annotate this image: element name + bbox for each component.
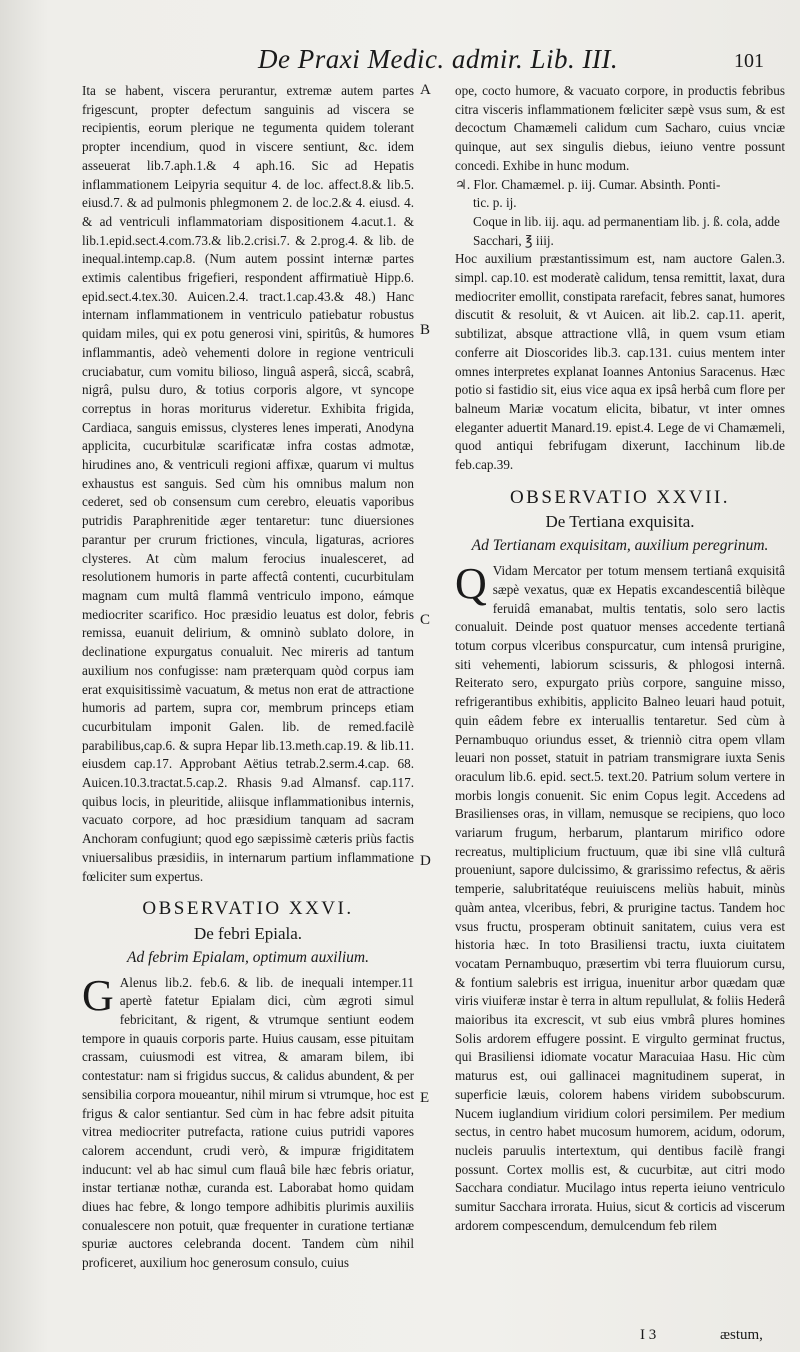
left-column	[82, 82, 414, 1273]
page-number: 101	[734, 50, 764, 72]
recipe-line-1: ♃. Flor. Chamæmel. p. iij. Cumar. Absinth. Ponti-	[455, 176, 721, 192]
drop-cap: G	[82, 970, 114, 1020]
page-footer	[640, 1327, 780, 1344]
recipe-line-3: Coque in lib. iij. aqu. ad permanentiam lib. j. ß. cola, adde	[473, 213, 780, 229]
observation-27-subtitle: De Tertiana exquisita.	[545, 512, 695, 532]
observation-26-title: OBSERVATIO XXVI.	[142, 898, 354, 920]
left-paragraph-1: Ita se habent, viscera perurantur, extremæ autem partes frigescunt, propter defectum sanguinis ad viscera se recipientis, eorum plerique ne tegumenta quidem tolerant propter incendium, quod in viscere sentiunt, &c. idem asseuerat lib.7.aph.1.& 4 aph.16. Sic ad Hepatis inflammationem Leipyria sequitur 4. de loc. affect.8.& lib.5. eiusd.7. & ad pulmonis phlegmonem 2. de loc.2.& 4. eiusd. 4. & ad ventriculi inflammatoriam dispositionem 4.acut.1. & lib.1.epid.sect.4.com.73.& lib.2.crisi.7. & 2.prog.4. & lib. de inequal.intemp.cap.8. (Num autem possint internæ partes extimis calentibus frigefieri, respondent affirmatiuè Hipp.6. epid.sect.4.tex.30. Auicen.2.4. tract.1.cap.43.& 48.) Hanc internam inflammationem in ventriculo patiebatur robustus quidam miles, qui ex potu generosi vini, spiritûs, & humores inflammantis, adeò vehementi dolore in regione ventriculi cruciabatur, cum vomitu bilioso, linguâ asperâ, siccâ, scabrâ, nigrâ, pulsu duro, & totius corporis algore, vt syncope correptus in horas moriturus videretur. Exhibita frigida, Cardiaca, sanguis emissus, clysteres lenes imperati, Anodyna applicita, cucurbitulæ scarificatæ infra costas admotæ, hirudines ano, & ventriculi regioni affixæ, quarum vi multus exhaustus est sanguis. Sed cùm his omnibus malum non cederet, sed ob consensum cum cerebro, eleuatis vaporibus putridis Paraphrenitide æger tentaretur: tunc diuersiones parantur per crurum frictiones, vincula, ligaturas, acriores clysteres. At cùm malum ferocius inualesceret, ad resolutionem humoris in parte affectâ contenti, cucurbitulam magnam cum multâ flammâ ventriculo impono, eámque mediocriter scarifico. Hoc præsidio leuatus est dolor, febris remissa, euanuit delirium, & omninò sublato dolore, in declinatione expurgatus conualuit. Nec mireris ad tantum auxilium nos confugisse: nam præterquam quòd corpus iam erat exquisitissimè vacuatum, & metus non erat de attractione humoris ad partem, supra cor, membrum princeps etiam cucurbitulam imponit Galen. lib. de remed.facilè parabilibus,cap.6. & supra Hepar lib.13.meth.cap.19. & lib.11. eiusdem cap.17. Approbant Aëtius tetrab.2.serm.4.cap. 68. Auicen.10.3.tractat.5.cap.2. Rhasis 9.ad Almansf. cap.117. quibus locis, in pleuritide, aliisque inflammationibus internis, vacuato corpore, ad hoc præsidium tanquam ad sacram Anchoram confugiunt; quod ego sæpissimè cæteris priùs factis vniuersalibus præsidiis, in internarum partium inflammatione fœliciter sum expertus.	[82, 83, 414, 884]
right-paragraph-2: Hoc auxilium præstantissimum est, nam auctore Galen.3. simpl. cap.10. est moderatè calidum, tensa remittit, laxat, dura mediocriter emollit, constipata rarefacit, febres sanat, humores discutit & resoluit, & vt Auicen. ait lib.2. cap.11. aperit, subtilizat, absque attractione vllâ, in quem vsum etiam conferre ait Dioscorides lib.3. cap.131. cuius mentem inter omnes interpretes explanat Ioannes Antonius Saracenus. Hæc potio si fastidio sit, eius vice aqua ex ipsâ herbâ cum flore per balneum Mariæ vocatum elicita, bibatur, vt inter omnes eleganter aduertit Manard.19. epist.4. Lege de vi Chamæmeli, quod antiqui febrifugam dixerunt, Iacchinum lib.de feb.cap.39.	[455, 251, 785, 473]
margin-letter-a: A	[420, 82, 431, 98]
observation-27-title: OBSERVATIO XXVII.	[509, 486, 731, 508]
observation-26-body: Alenus lib.2. feb.6. & lib. de inequali intemper.11 apertè fatetur Epialam dici, cùm ægroti simul febricitant, & rigent, & vtrumque sentiunt eodem tempore in quauis corporis parte. Huius causam, esse pituitam crassam, cuiusmodi est vitrea, & amaram bilem, ibi contestatur: nam si frigidus succus, & calidus abundent, & per sensibilia corpora moueantur, nihil mirum si vtrumque, hoc est frigus & calor sentiantur. Sed cùm in hac febre adsit pituita vitrea mediocriter putrefacta, ratione cuius putridi vapores calorem accendunt, crudi verò, & impuræ frigiditatem inducunt: vel ab hac simul cum flauâ bile hæc febris oriatur, instar tertianæ nothæ, curanda est. Laborabat homo quidam diues hac febre, & longo tempore adhibitis plurimis auxiliis conualescere non potuit, quæ frequenter in curatione tertianæ spuriæ auctores celebranda docent. Tandem cùm nihil proficeret, auxilium hoc generosum consulo, cuius	[82, 974, 414, 1271]
recipe-line-4: Sacchari, ℥ iiij.	[473, 232, 554, 248]
running-title: De Praxi Medic. admir. Lib. III.	[258, 44, 619, 74]
margin-letter-b: B	[420, 322, 431, 338]
margin-letter-d: D	[420, 853, 431, 869]
observation-26-summary: Ad febrim Epialam, optimum auxilium.	[127, 948, 369, 966]
recipe-line-2: tic. p. ij.	[473, 195, 517, 211]
signature-mark: I 3	[640, 1327, 657, 1343]
running-head	[0, 44, 800, 78]
right-paragraph-1: ope, cocto humore, & vacuato corpore, in productis febribus citra visceris inflammationem fœliciter sæpè vsus sum, & est decoctum Chamæmeli calidum cum Sacharo, cuius vnciæ quinque, aut sex singulis diebus, ieiuno ventre possunt concedi. Exhibe in hunc modum.	[455, 83, 785, 173]
right-column	[455, 82, 785, 1235]
observation-27-summary: Ad Tertianam exquisitam, auxilium peregrinum.	[471, 537, 769, 555]
observation-27-body: Vidam Mercator per totum mensem tertianâ exquisitâ sæpè vexatus, quæ ex Hepatis excandescentiâ bilèque feruidâ emanabat, multis tentatis, solo sero lactis conualuit. Deinde post quatuor menses accedente tertianâ totum corpus vlceribus conspurcatur, cum intensâ prurigine, siti vehementi, labiorum scissuris, & phlogosi internâ. Reiterato sero, expurgato priùs corpore, sanguine misso, refrigerantibus exhibitis, applicito Balneo leuari haud potuit, quin eâdem febre ex interuallis tentaretur. Sed cùm à Pernambuquo oriundus esset, & trienniò citra opem vllam leuari non posset, statuit in patriam transmigrare iuxta Senis oraculum lib.6. epid. sect.5. text.20. Patrium solum vertere in morbis longis conuenit. Sic enim Copus legit. Accedens ad Brasilienses oras, in villam, nemusque se recipiens, quo loco variarum frugum, herbarum, plantarum mirifico odore recreatus, multiplicium fructuum, quæ ibi sine vllâ culturâ proueniunt, sapore dulcissimo, & grarissimo refectus, & aëris temperie, salubritatéque reuiuiscens meliùs habuit, minùs quàm antea, vlceribus, febri, & prurigine tactus. Tandem hoc vsus fructu, prosperam obtinuit sanitatem, cuius vera est historia hæc. In toto Brasiliensi tractu, iuxta ciuitatem vocatam Pernambuquo, præsertim vbi terra fluuiorum cursu, & fontium salebris est irrigua, inuenitur arbor quædam quæ viris viuiferæ instar è terra in altum repullulat, & foliis Hederâ maioribus ita excrescit, vt sub eius vmbrâ plures homines Solis ardorem effugere possint. E virgulto germinat fructus, qui Brasiliensi idiomate vocatur Maracuiaa Hasu. Hic cùm maturus est, oui gallinacei magnitudinem superat, in superficie læuis, colorem habens viridem subobscurum. Nucem iuglandium viridium colori persimilem. Per medium sectus, in centro habet mucosum humorem, acidum, odorum, nucleis paruulis intertextum, qui dentibus facilè frangi possunt. Cortex mollis est, & cucurbitæ, aut citri modo Sacchara condiatur. Mucilago intus reperta ieiuno ventriculo sumitur Sacchara irrorata. Huius, sicut & corticis ad viscerum ardorem compescendum, demulcendum feb rilem	[455, 563, 785, 1233]
observation-26-subtitle: De febri Epiala.	[193, 923, 303, 943]
margin-letter-e: E	[420, 1090, 430, 1106]
observation-26-text	[82, 970, 414, 1273]
margin-letter-c: C	[420, 612, 431, 628]
catchword: æstum,	[720, 1327, 763, 1343]
drop-cap: Q	[455, 559, 487, 609]
observation-27-text	[455, 559, 785, 1235]
